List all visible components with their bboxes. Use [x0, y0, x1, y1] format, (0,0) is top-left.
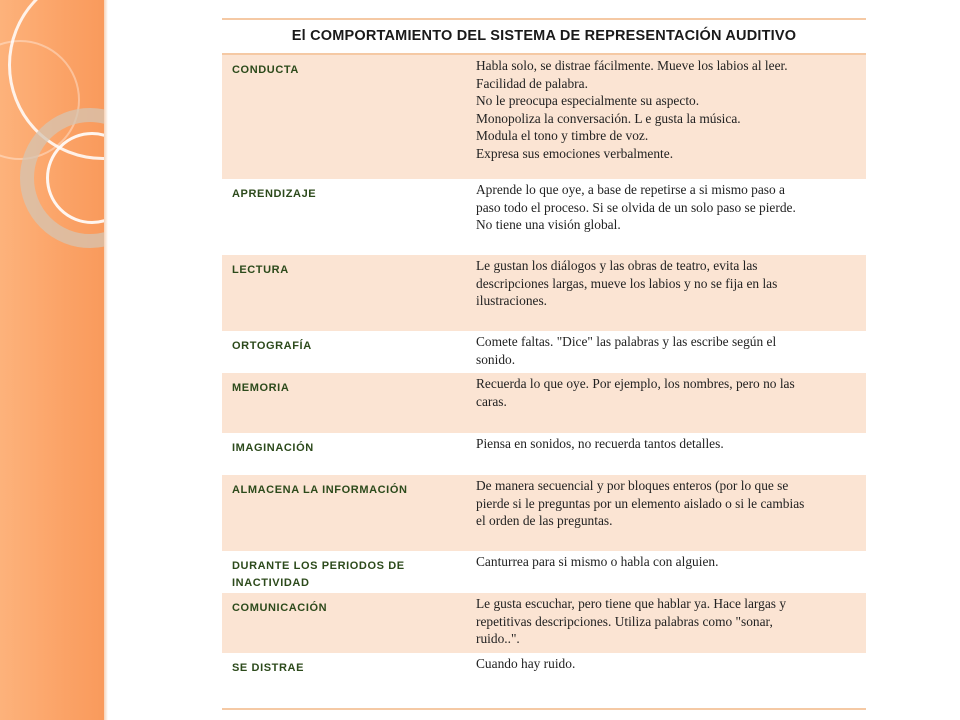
description-line: caras. [476, 393, 507, 409]
table-bottom-rule [222, 708, 866, 710]
row-description [464, 179, 866, 255]
description-line: No tiene una visión global. [476, 217, 621, 232]
description-line: descripciones largas, mueve los labios y no se fija en las [476, 275, 778, 291]
description-line: pierde si le preguntas por un elemento aislado o si le cambias [476, 495, 805, 511]
row-label: MEMORIA [222, 373, 464, 433]
row-label: ORTOGRAFÍA [222, 331, 464, 373]
description-line: Canturrea para si mismo o habla con alguien. [476, 554, 719, 569]
row-description [464, 331, 866, 373]
description-line: Comete faltas. "Dice" las palabras y las escribe según el [476, 334, 777, 349]
description-line: Expresa sus emociones verbalmente. [476, 145, 674, 161]
table-row [222, 255, 866, 331]
description-line: Le gusta escuchar, pero tiene que hablar ya. Hace largas y [476, 596, 787, 611]
row-description [464, 373, 866, 433]
description-line: Aprende lo que oye, a base de repetirse a si mismo paso a [476, 182, 785, 197]
row-description [464, 593, 866, 653]
row-description [464, 475, 866, 551]
row-description [464, 55, 866, 179]
table-row [222, 551, 866, 593]
row-description [464, 551, 866, 593]
table-row [222, 593, 866, 653]
table-row [222, 475, 866, 551]
description-line: repetitivas descripciones. Utiliza palabras como "sonar, [476, 613, 773, 629]
table-row [222, 373, 866, 433]
description-line: No le preocupa especialmente su aspecto. [476, 93, 700, 108]
row-description [464, 433, 866, 475]
table-row [222, 55, 866, 179]
table-row [222, 331, 866, 373]
description-line: Monopoliza la conversación. L e gusta la música. [476, 110, 741, 126]
row-label: DURANTE LOS PERIODOS DE INACTIVIDAD [222, 551, 464, 593]
side-band-edge [104, 0, 108, 720]
description-line: Piensa en sonidos, no recuerda tantos detalles. [476, 436, 724, 451]
row-description [464, 653, 866, 693]
description-line: el orden de las preguntas. [476, 513, 613, 528]
description-line: Modula el tono y timbre de voz. [476, 128, 649, 143]
description-line: ruido..". [476, 631, 520, 646]
description-line: Facilidad de palabra. [476, 75, 588, 91]
table-row [222, 179, 866, 255]
row-label: IMAGINACIÓN [222, 433, 464, 475]
row-label: SE DISTRAE [222, 653, 464, 693]
table-row [222, 433, 866, 475]
description-line: Le gustan los diálogos y las obras de teatro, evita las [476, 258, 758, 273]
table-title: El COMPORTAMIENTO DEL SISTEMA DE REPRESENTACIÓN AUDITIVO [222, 18, 866, 55]
decorative-side-band [0, 0, 104, 720]
description-line: Habla solo, se distrae fácilmente. Mueve los labios al leer. [476, 58, 788, 73]
row-label: APRENDIZAJE [222, 179, 464, 255]
description-line: Recuerda lo que oye. Por ejemplo, los nombres, pero no las [476, 376, 795, 391]
row-label: LECTURA [222, 255, 464, 331]
behavior-table [222, 18, 866, 693]
table-row [222, 653, 866, 693]
row-description [464, 255, 866, 331]
description-line: Cuando hay ruido. [476, 656, 576, 671]
row-label: CONDUCTA [222, 55, 464, 179]
description-line: paso todo el proceso. Si se olvida de un solo paso se pierde. [476, 199, 796, 215]
description-line: ilustraciones. [476, 293, 548, 308]
row-label: ALMACENA LA INFORMACIÓN [222, 475, 464, 551]
row-label: COMUNICACIÓN [222, 593, 464, 653]
description-line: sonido. [476, 351, 516, 367]
description-line: De manera secuencial y por bloques enteros (por lo que se [476, 478, 789, 493]
